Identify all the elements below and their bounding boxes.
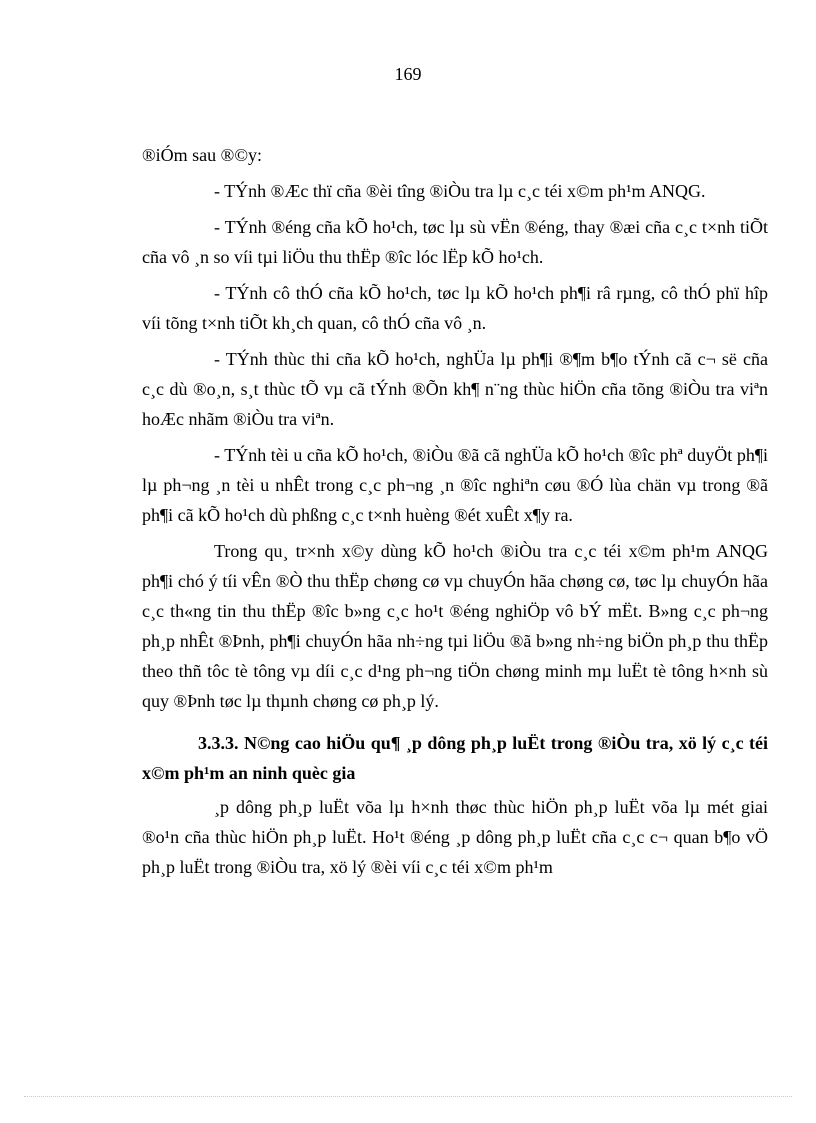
paragraph-feasibility: - TÝnh thùc thi cña kÕ ho¹ch, nghÜa lµ ph¶i ®¶m b¶o tÝnh cã c¬ së cña c¸c dù ®o¸n, s¸t thùc tÕ vµ cã tÝnh ®Õn kh¶ n¨ng thùc hiÖn cña tõng ®iÒu tra viªn hoÆc nhãm ®iÒu tra viªn. (142, 349, 768, 429)
body-text (142, 134, 768, 882)
paragraph-intro: ®iÓm sau ®©y: (142, 145, 263, 165)
paragraph-concreteness: - TÝnh cô thÓ cña kÕ ho¹ch, tøc lµ kÕ ho¹ch ph¶i râ rµng, cô thÓ phï hîp víi tõng t×nh tiÕt kh¸ch quan, cô thÓ cña vô ¸n. (142, 283, 768, 333)
paragraph-law-application: ¸p dông ph¸p luËt võa lµ h×nh thøc thùc hiÖn ph¸p luËt võa lµ mét giai ®o¹n cña thùc hiÖn ph¸p luËt. Ho¹t ®éng ¸p dông ph¸p luËt cña c¸c c¬ quan b¶o vÖ ph¸p luËt trong ®iÒu tra, xö lý ®èi víi c¸c téi x©m ph¹m (142, 797, 768, 877)
paragraph-evidence: Trong qu¸ tr×nh x©y dùng kÕ ho¹ch ®iÒu tra c¸c téi x©m ph¹m ANQG ph¶i chó ý tíi vÊn ®Ò thu thËp chøng cø vµ chuyÓn hãa chøng cø, tøc lµ chuyÓn hãa c¸c th«ng tin thu thËp ®îc b»ng c¸c ho¹t ®éng nghiÖp vô bÝ mËt. B»ng c¸c ph¬ng ph¸p nhÊt ®Þnh, ph¶i chuyÓn hãa nh÷ng tµi liÖu ®ã b»ng nh÷ng biÖn ph¸p thu thËp theo thñ tôc tè tông vµ díi c¸c d¹ng ph¬ng tiÖn chøng minh mµ luËt tè tông h×nh sù quy ®Þnh tøc lµ thµnh chøng cø ph¸p lý. (142, 541, 768, 711)
paragraph-specificity: - TÝnh ®Æc thï cña ®èi tîng ®iÒu tra lµ c¸c téi x©m ph¹m ANQG. (214, 181, 706, 201)
page-number: 169 (394, 64, 422, 84)
paragraph-optimality: - TÝnh tèi u cña kÕ ho¹ch, ®iÒu ®ã cã nghÜa kÕ ho¹ch ®îc phª duyÖt ph¶i lµ ph¬ng ¸n tèi u nhÊt trong c¸c ph¬ng ¸n ®îc nghiªn cøu ®Ó lùa chän vµ trong ®ã ph¶i cã kÕ ho¹ch dù phßng c¸c t×nh huèng ®ét xuÊt x¶y ra. (142, 445, 768, 525)
paragraph-dynamics: - TÝnh ®éng cña kÕ ho¹ch, tøc lµ sù vËn ®éng, thay ®æi cña c¸c t×nh tiÕt cña vô ¸n so víi tµi liÖu thu thËp ®îc lóc lËp kÕ ho¹ch. (142, 217, 768, 267)
section-heading: 3.3.3. N©ng cao hiÖu qu¶ ¸p dông ph¸p luËt trong ®iÒu tra, xö lý c¸c téi x©m ph¹m an ninh quèc gia (142, 733, 768, 783)
footer-dotted-rule (24, 1096, 792, 1097)
